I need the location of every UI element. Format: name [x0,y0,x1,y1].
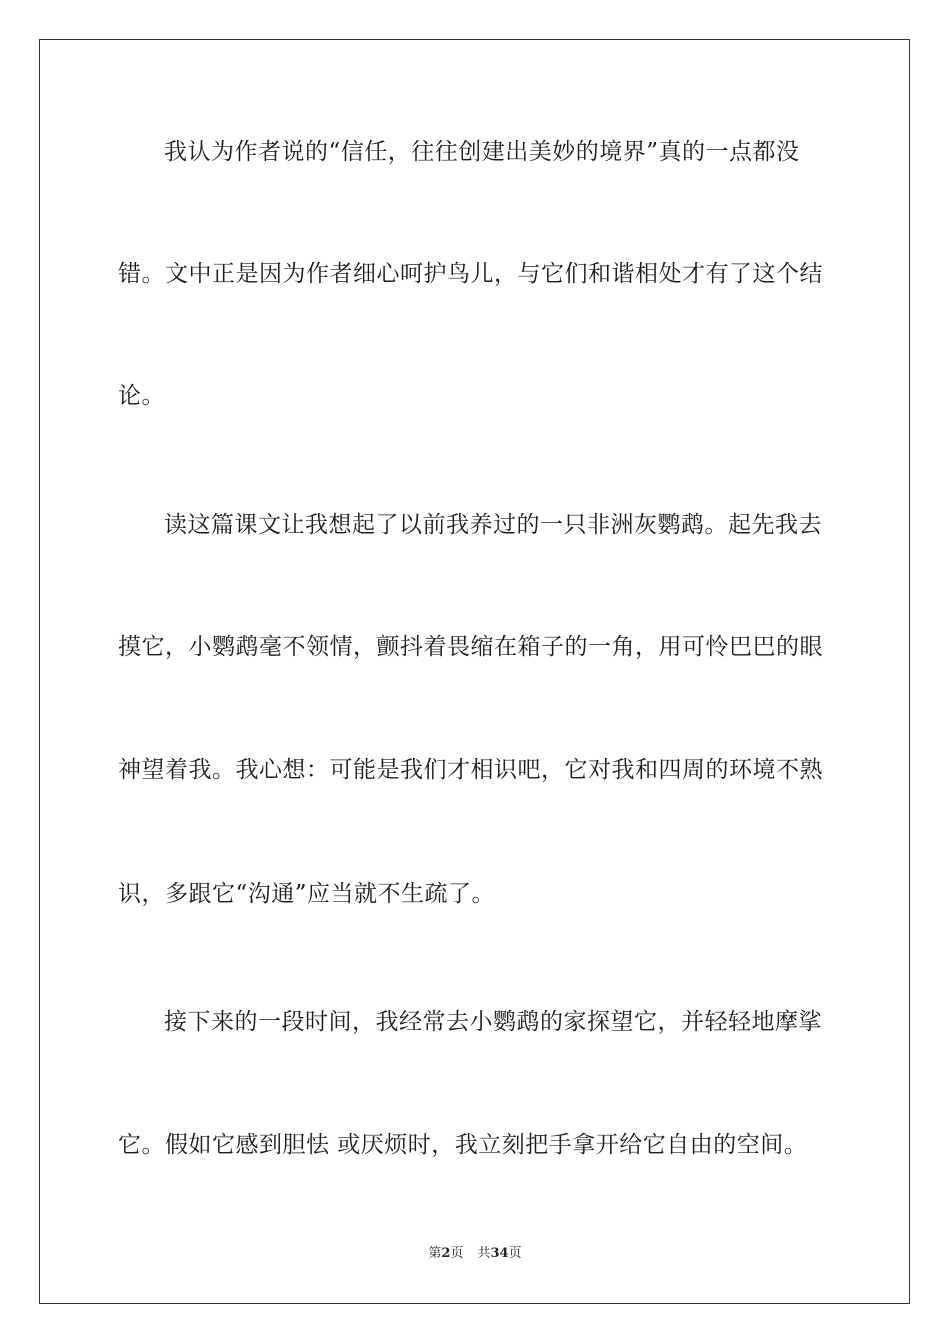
paragraph-2-line-1: 读这篇课文让我想起了以前我养过的一只非洲灰鹦鹉。起先我去 [164,512,822,538]
paragraph-2-line-2: 摸它，小鹦鹉毫不领情，颤抖着畏缩在箱子的一角，用可怜巴巴的眼 [118,634,823,660]
paragraph-2-line-3: 神望着我。我心想：可能是我们才相识吧，它对我和四周的环境不熟 [118,757,823,783]
page-suffix: 页 [450,1246,464,1261]
page-prefix: 第 [428,1246,442,1261]
total-suffix: 页 [508,1246,522,1261]
total-pages: 34 [490,1246,509,1261]
paragraph-1-line-3: 论。 [118,383,165,409]
page-border [39,39,910,1304]
paragraph-1-line-1: 我认为作者说的“信任，往往创建出美妙的境界”真的一点都没 [164,139,800,165]
page-number: 2 [441,1246,451,1261]
page-footer [0,1245,950,1263]
paragraph-2-line-4: 识，多跟它“沟通”应当就不生疏了。 [118,881,496,907]
total-prefix: 共 [477,1246,491,1261]
paragraph-3-line-1: 接下来的一段时间，我经常去小鹦鹉的家探望它，并轻轻地摩挲 [164,1009,822,1035]
paragraph-3-line-2: 它。假如它感到胆怯 或厌烦时，我立刻把手拿开给它自由的空间。 [118,1132,808,1158]
paragraph-1-line-2: 错。文中正是因为作者细心呵护鸟儿，与它们和谐相处才有了这个结 [118,261,823,287]
